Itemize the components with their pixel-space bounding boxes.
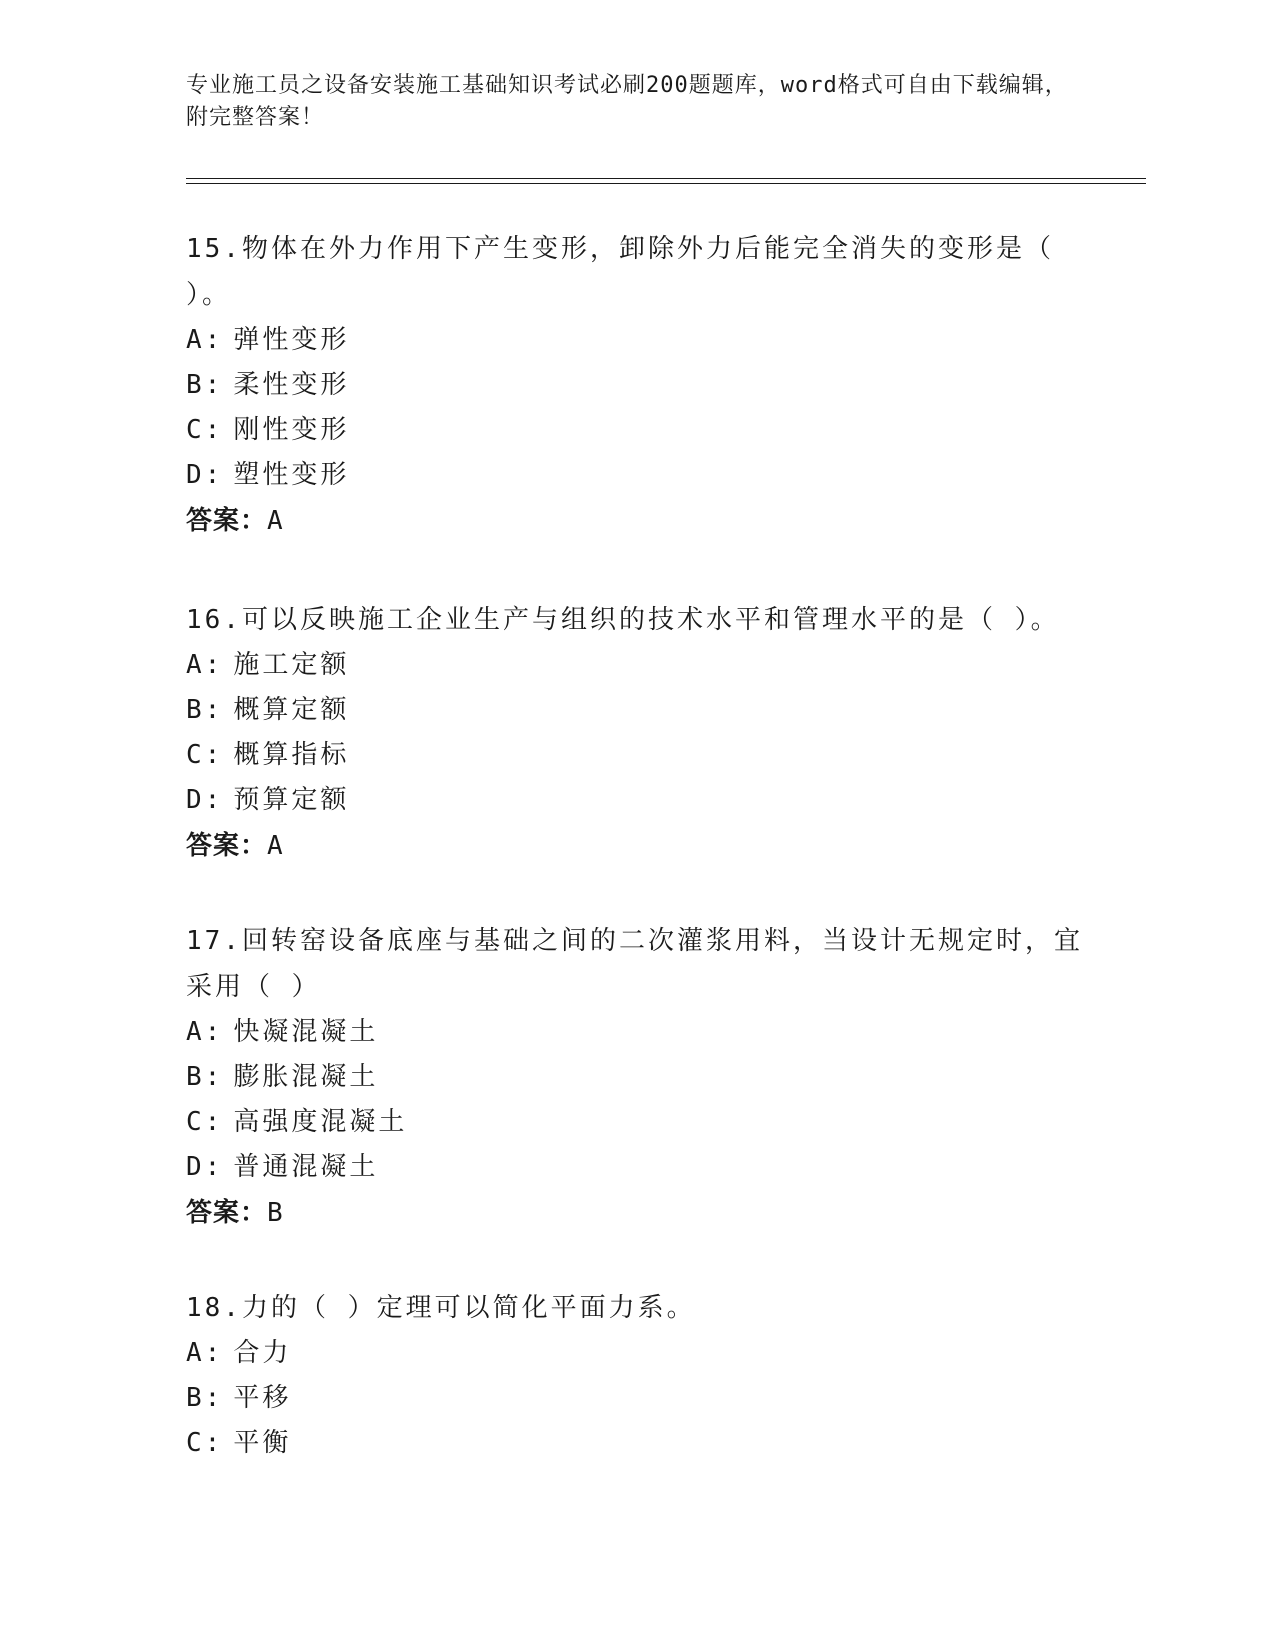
option-b xyxy=(186,688,1086,733)
option-text: 预算定额 xyxy=(233,785,350,815)
option-text: 弹性变形 xyxy=(233,325,350,355)
answer-line xyxy=(186,823,1086,869)
option-letter: B: xyxy=(186,370,224,400)
option-letter: A: xyxy=(186,1338,224,1368)
question-18 xyxy=(186,1285,1086,1466)
question-stem: 17.回转窑设备底座与基础之间的二次灌浆用料，当设计无规定时，宜采用（ ） xyxy=(186,926,1083,1002)
answer-label: 答案： xyxy=(186,1198,268,1228)
option-text: 塑性变形 xyxy=(233,460,350,490)
option-letter: A: xyxy=(186,325,224,355)
option-text: 快凝混凝土 xyxy=(233,1017,379,1047)
option-letter: A: xyxy=(186,650,224,680)
option-c xyxy=(186,1421,1086,1466)
question-15 xyxy=(186,226,1086,544)
question-17 xyxy=(186,918,1086,1236)
option-a xyxy=(186,318,1086,363)
option-text: 概算指标 xyxy=(233,740,350,770)
answer-value: B xyxy=(267,1198,284,1228)
option-letter: B: xyxy=(186,695,224,725)
document-header xyxy=(186,70,1086,134)
option-text: 膨胀混凝土 xyxy=(233,1062,379,1092)
option-letter: C: xyxy=(186,740,224,770)
option-text: 施工定额 xyxy=(233,650,350,680)
question-stem: 15.物体在外力作用下产生变形，卸除外力后能完全消失的变形是（ ）。 xyxy=(186,234,1054,310)
answer-label: 答案： xyxy=(186,506,268,536)
option-text: 合力 xyxy=(233,1338,292,1368)
option-text: 高强度混凝土 xyxy=(233,1107,408,1137)
option-letter: C: xyxy=(186,1428,224,1458)
answer-value: A xyxy=(267,831,284,861)
question-stem: 18.力的（ ）定理可以简化平面力系。 xyxy=(186,1293,696,1323)
option-d xyxy=(186,778,1086,823)
option-c xyxy=(186,733,1086,778)
option-d xyxy=(186,1145,1086,1190)
option-a xyxy=(186,1010,1086,1055)
option-a xyxy=(186,1331,1086,1376)
header-title: 专业施工员之设备安装施工基础知识考试必刷200题题库，word格式可自由下载编辑，附完整答案！ xyxy=(186,73,1068,130)
option-letter: D: xyxy=(186,1152,224,1182)
option-letter: C: xyxy=(186,415,224,445)
option-text: 平衡 xyxy=(233,1428,292,1458)
option-letter: D: xyxy=(186,785,224,815)
question-16 xyxy=(186,597,1086,869)
option-b xyxy=(186,1376,1086,1421)
option-text: 刚性变形 xyxy=(233,415,350,445)
option-d xyxy=(186,453,1086,498)
header-rule-top xyxy=(186,178,1146,179)
answer-line xyxy=(186,498,1086,544)
option-letter: C: xyxy=(186,1107,224,1137)
option-text: 普通混凝土 xyxy=(233,1152,379,1182)
header-rule-bottom xyxy=(186,183,1146,184)
option-text: 平移 xyxy=(233,1383,292,1413)
option-b xyxy=(186,363,1086,408)
option-text: 柔性变形 xyxy=(233,370,350,400)
option-c xyxy=(186,408,1086,453)
option-letter: D: xyxy=(186,460,224,490)
option-letter: A: xyxy=(186,1017,224,1047)
option-c xyxy=(186,1100,1086,1145)
answer-label: 答案： xyxy=(186,831,268,861)
answer-line xyxy=(186,1190,1086,1236)
option-letter: B: xyxy=(186,1062,224,1092)
option-a xyxy=(186,643,1086,688)
option-letter: B: xyxy=(186,1383,224,1413)
option-text: 概算定额 xyxy=(233,695,350,725)
answer-value: A xyxy=(267,506,284,536)
question-stem: 16.可以反映施工企业生产与组织的技术水平和管理水平的是（ ）。 xyxy=(186,605,1060,635)
option-b xyxy=(186,1055,1086,1100)
